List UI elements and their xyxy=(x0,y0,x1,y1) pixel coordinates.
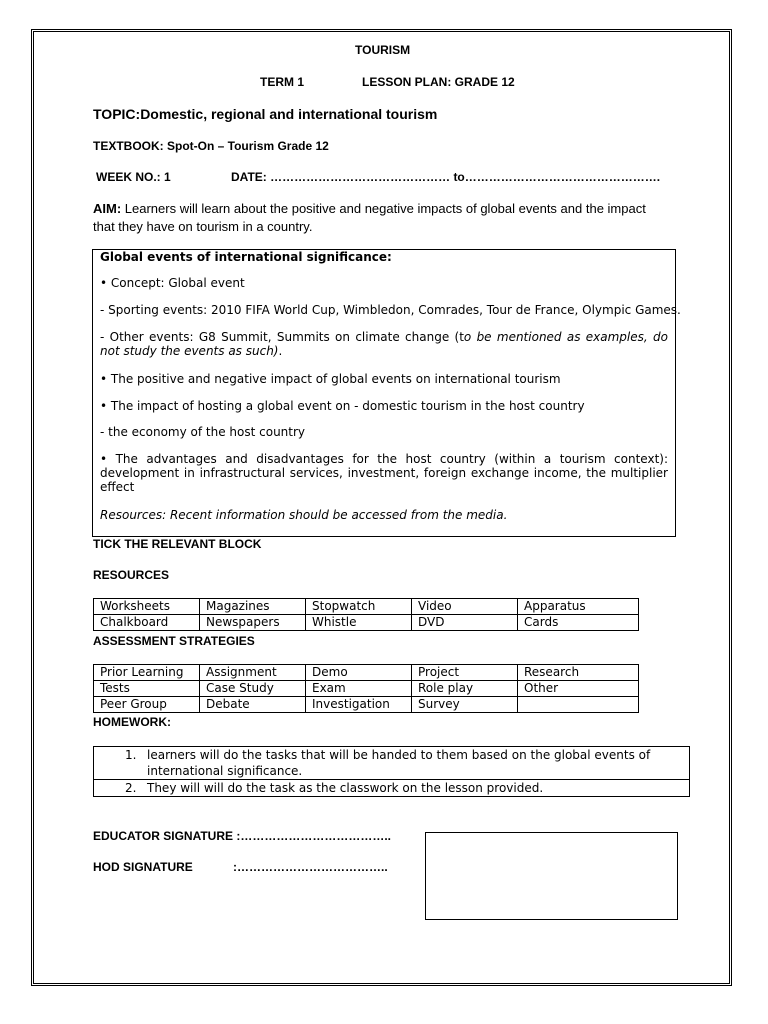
educator-signature: EDUCATOR SIGNATURE :……………………………….. xyxy=(93,829,392,843)
school-stamp-box xyxy=(425,832,678,920)
assessment-cell[interactable]: Research xyxy=(518,665,639,681)
resources-label: RESOURCES xyxy=(93,568,170,582)
assessment-cell[interactable]: Debate xyxy=(200,697,306,713)
other-events-note: o be mentioned as examples, do not study the events as such) xyxy=(100,330,668,358)
aim-text-1: Learners will learn about the positive and negative impacts of global events and the impact xyxy=(121,201,646,216)
assessment-cell[interactable]: Project xyxy=(412,665,518,681)
term-label: TERM 1 xyxy=(260,75,305,89)
homework-table xyxy=(93,746,690,797)
homework-item xyxy=(94,747,689,779)
homework-item-number: 1. xyxy=(125,748,137,762)
assessment-table xyxy=(93,664,639,713)
resource-cell[interactable]: Whistle xyxy=(306,615,412,631)
assessment-cell[interactable]: Survey xyxy=(412,697,518,713)
assessment-cell[interactable] xyxy=(518,697,639,713)
other-events-prefix: - Other events: G8 Summit, Summits on climate change (t xyxy=(100,330,464,344)
resource-cell[interactable]: Stopwatch xyxy=(306,599,412,615)
table-row xyxy=(94,665,639,681)
assessment-cell[interactable]: Assignment xyxy=(200,665,306,681)
table-row xyxy=(94,697,639,713)
textbook-line: TEXTBOOK: Spot-On – Tourism Grade 12 xyxy=(93,139,329,153)
lesson-plan-label: LESSON PLAN: GRADE 12 xyxy=(362,75,515,89)
resource-cell[interactable]: Newspapers xyxy=(200,615,306,631)
homework-label: HOMEWORK: xyxy=(93,715,171,729)
other-events-suffix: . xyxy=(278,344,283,358)
resource-cell[interactable]: Worksheets xyxy=(94,599,200,615)
assessment-cell[interactable]: Demo xyxy=(306,665,412,681)
week-number: WEEK NO.: 1 xyxy=(96,170,171,184)
assessment-cell[interactable]: Tests xyxy=(94,681,200,697)
doc-title: TOURISM xyxy=(355,43,411,57)
date-line: DATE: ……………………………………… to…………………………………………. xyxy=(231,170,661,184)
economy-line: - the economy of the host country xyxy=(100,425,306,439)
assessment-cell[interactable]: Investigation xyxy=(306,697,412,713)
global-events-box xyxy=(92,249,681,537)
hosting-line: • The impact of hosting a global event on - domestic tourism in the host country xyxy=(100,399,585,413)
other-events-line xyxy=(100,330,668,358)
advantages-line: • The advantages and disadvantages for the host country (within a tourism context): development in infrastructural services, investment, foreign exchange income, the multiplier effect xyxy=(100,452,668,494)
sporting-events-line: - Sporting events: 2010 FIFA World Cup, Wimbledon, Comrades, Tour de France, Olympic Games. xyxy=(100,303,681,317)
events-heading: Global events of international significance: xyxy=(100,250,392,264)
aim-label: AIM: xyxy=(93,201,122,216)
assessment-cell[interactable]: Case Study xyxy=(200,681,306,697)
homework-item-text: They will will do the task as the classwork on the lesson provided. xyxy=(147,781,544,795)
assessment-cell[interactable]: Role play xyxy=(412,681,518,697)
homework-item-text: learners will do the tasks that will be handed to them based on the global events of international significance. xyxy=(147,748,651,778)
homework-item-number: 2. xyxy=(125,781,137,795)
table-row xyxy=(94,681,639,697)
resource-cell[interactable]: Magazines xyxy=(200,599,306,615)
assessment-cell[interactable]: Peer Group xyxy=(94,697,200,713)
resource-cell[interactable]: DVD xyxy=(412,615,518,631)
assessment-cell[interactable]: Other xyxy=(518,681,639,697)
resource-cell[interactable]: Apparatus xyxy=(518,599,639,615)
resource-cell[interactable]: Video xyxy=(412,599,518,615)
tick-instruction: TICK THE RELEVANT BLOCK xyxy=(93,537,262,551)
table-row xyxy=(94,615,639,631)
resource-cell[interactable]: Chalkboard xyxy=(94,615,200,631)
hod-signature-line: :……………………………….. xyxy=(233,860,388,874)
concept-line: • Concept: Global event xyxy=(100,276,245,290)
aim-line-2: that they have on tourism in a country. xyxy=(93,219,313,234)
resources-table xyxy=(93,598,639,631)
table-row xyxy=(94,599,639,615)
resources-note: Resources: Recent information should be accessed from the media. xyxy=(100,508,508,522)
impact-line: • The positive and negative impact of global events on international tourism xyxy=(100,372,561,386)
homework-item xyxy=(94,779,689,796)
topic-heading: TOPIC:Domestic, regional and international tourism xyxy=(93,106,438,122)
aim-line-1 xyxy=(93,201,646,216)
resource-cell[interactable]: Cards xyxy=(518,615,639,631)
assessment-label: ASSESSMENT STRATEGIES xyxy=(93,634,255,648)
hod-signature-label: HOD SIGNATURE xyxy=(93,860,193,874)
assessment-cell[interactable]: Exam xyxy=(306,681,412,697)
assessment-cell[interactable]: Prior Learning xyxy=(94,665,200,681)
